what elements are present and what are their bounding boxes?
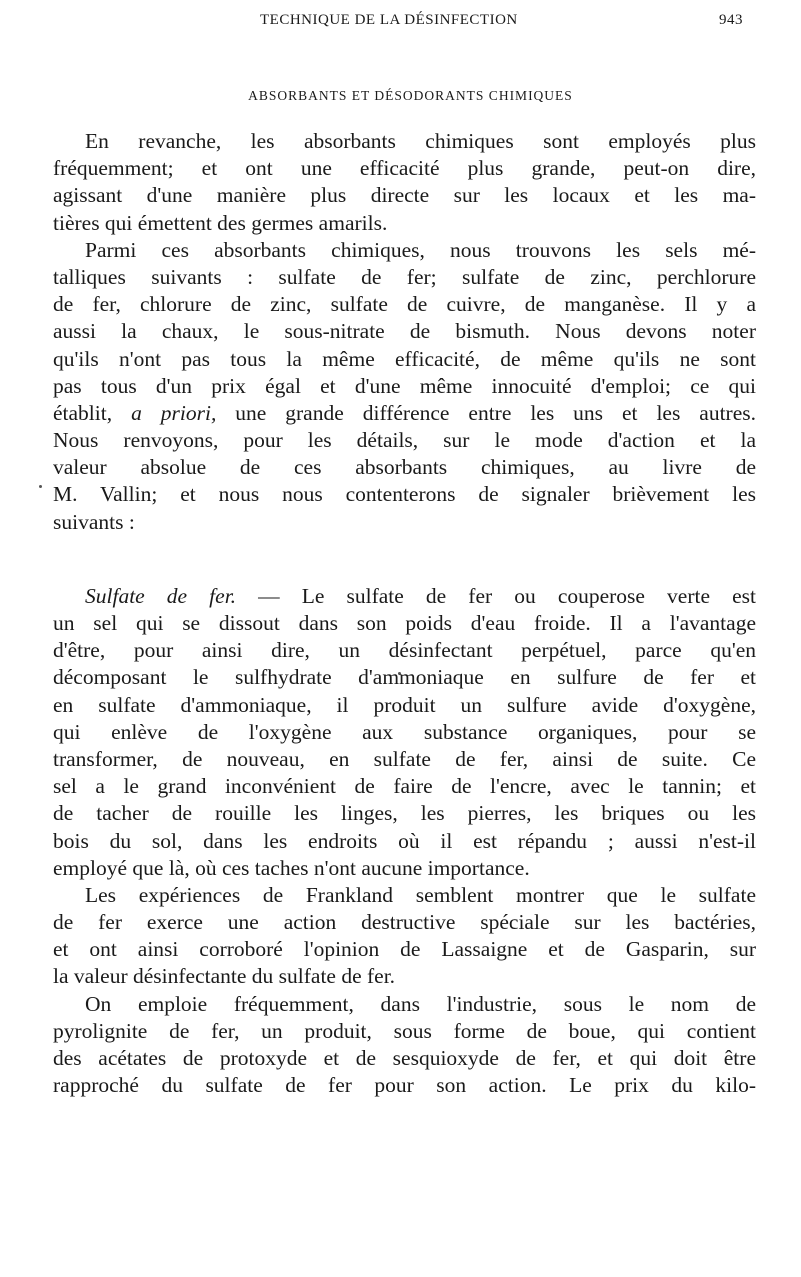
text-segment: établit, <box>53 400 113 425</box>
text-line: M. Vallin; et nous nous contenterons de signaler brièvement les <box>53 482 756 507</box>
text-line: d'être, pour ainsi dire, un désinfectant perpétuel, parce qu'en <box>53 638 756 663</box>
paragraph-gap <box>53 536 756 583</box>
running-head <box>260 12 743 32</box>
text-line: la valeur désinfectante du sulfate de fer. <box>53 964 396 989</box>
text-line: En revanche, les absorbants chimiques sont employés plus <box>85 129 756 153</box>
text-line: Les expériences de Frankland semblent montrer que le sulfate <box>85 882 756 907</box>
text-line: un sel qui se dissout dans son poids d'eau froide. Il a l'avantage <box>53 611 756 635</box>
text-line-mixed <box>53 583 756 610</box>
text-line: talliques suivants : sulfate de fer; sulfate de zinc, perchlorure <box>53 264 756 289</box>
margin-dot <box>39 485 42 488</box>
text-line: Nous renvoyons, pour les détails, sur le mode d'action et la <box>53 428 756 453</box>
text-line: agissant d'une manière plus directe sur les locaux et les ma- <box>53 183 756 208</box>
running-title: TECHNIQUE DE LA DÉSINFECTION <box>260 12 518 28</box>
text-line: et ont ainsi corroboré l'opinion de Lassaigne et de Gasparin, sur <box>53 937 756 962</box>
page-number: 943 <box>719 12 743 28</box>
section-title: ABSORBANTS ET DÉSODORANTS CHIMIQUES <box>248 88 573 103</box>
text-line: valeur absolue de ces absorbants chimiques, au livre de <box>53 455 756 480</box>
text-line: décomposant le sulfhydrate d'ammoniaque en sulfure de fer et <box>53 665 756 690</box>
text-segment: une grande différence entre les uns et les autres. <box>235 400 756 425</box>
text-line: suivants : <box>53 509 135 534</box>
text-segment: — Le sulfate de fer ou couperose verte est <box>258 583 756 608</box>
subheading-italic: Sulfate de fer. <box>85 583 237 608</box>
text-line: tières qui émettent des germes amarils. <box>53 210 388 235</box>
text-line: employé que là, où ces taches n'ont aucune importance. <box>53 855 530 880</box>
text-line: de fer exerce une action destructive spéciale sur les bactéries, <box>53 910 756 935</box>
body-text <box>53 128 756 1099</box>
text-line: rapproché du sulfate de fer pour son action. Le prix du kilo- <box>53 1073 756 1098</box>
text-line: fréquemment; et ont une efficacité plus grande, peut-on dire, <box>53 156 756 181</box>
text-line: pas tous d'un prix égal et d'une même innocuité d'emploi; ce qui <box>53 373 756 398</box>
text-line: de tacher de rouille les linges, les pierres, les briques ou les <box>53 801 756 826</box>
text-line: des acétates de protoxyde et de sesquioxyde de fer, et qui doit être <box>53 1046 756 1070</box>
italic-phrase: a priori, <box>131 400 217 425</box>
text-line: On emploie fréquemment, dans l'industrie, sous le nom de <box>85 991 756 1016</box>
text-line: transformer, de nouveau, en sulfate de fer, ainsi de suite. Ce <box>53 746 756 771</box>
text-line: en sulfate d'ammoniaque, il produit un sulfure avide d'oxygène, <box>53 692 756 717</box>
text-line: sel a le grand inconvénient de faire de l'encre, avec le tannin; et <box>53 774 756 799</box>
text-line: qui enlève de l'oxygène aux substance organiques, pour se <box>53 719 756 744</box>
text-line: Parmi ces absorbants chimiques, nous trouvons les sels mé- <box>85 237 756 262</box>
text-line: pyrolignite de fer, un produit, sous forme de boue, qui contient <box>53 1018 756 1043</box>
text-line: bois du sol, dans les endroits où il est répandu ; aussi n'est-il <box>53 828 756 853</box>
text-line: qu'ils n'ont pas tous la même efficacité, de même qu'ils ne sont <box>53 346 756 371</box>
text-line: de fer, chlorure de zinc, sulfate de cuivre, de manganèse. Il y a <box>53 292 756 317</box>
text-line: aussi la chaux, le sous-nitrate de bismuth. Nous devons noter <box>53 319 756 344</box>
text-line-mixed <box>53 400 756 427</box>
